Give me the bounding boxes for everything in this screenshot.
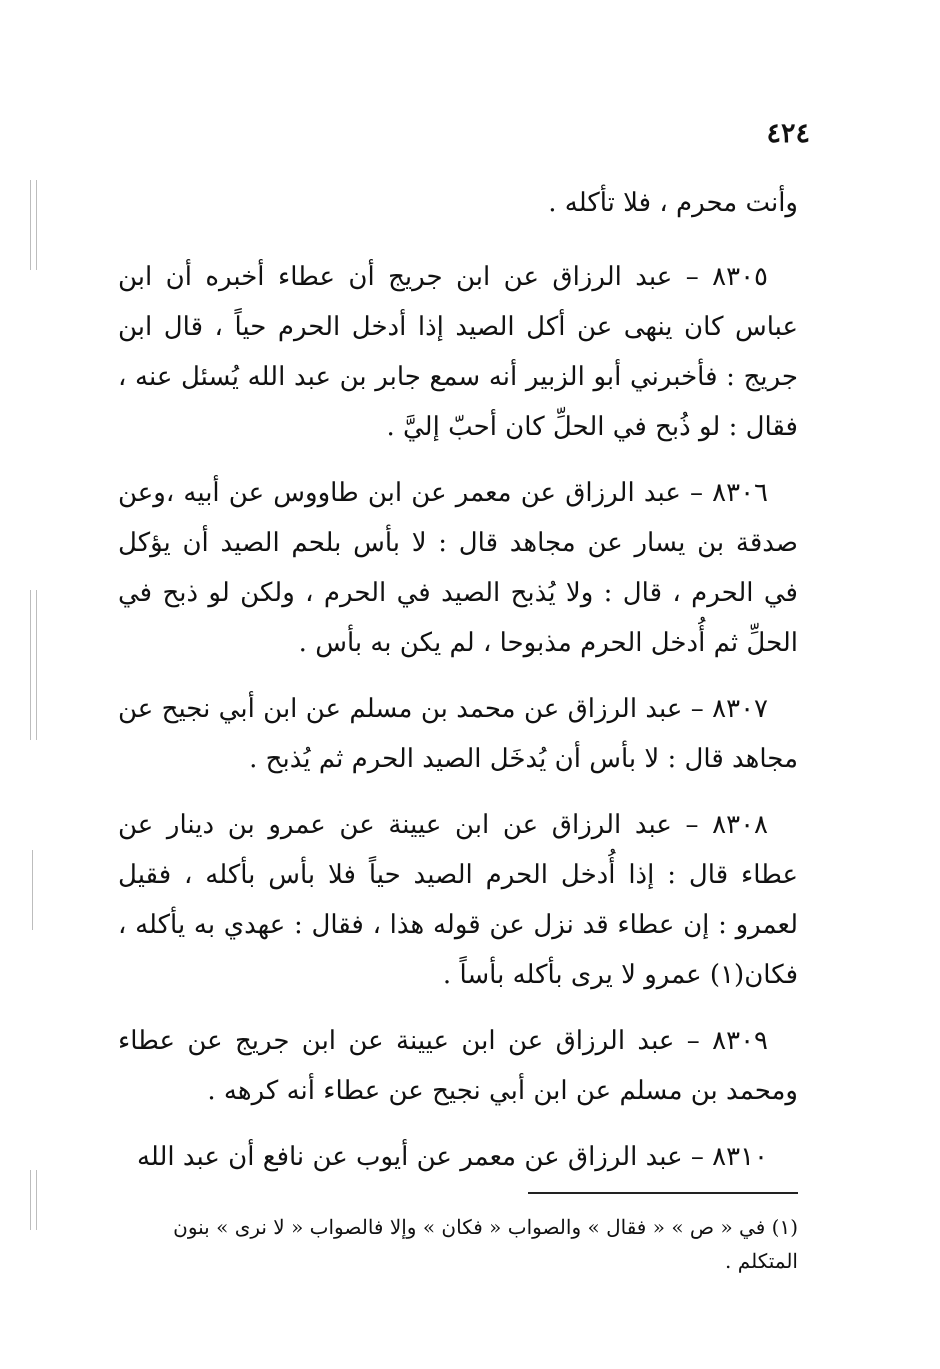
footnote-divider <box>528 1192 798 1194</box>
margin-scan-line-4 <box>36 590 37 740</box>
paragraph-8305 <box>118 252 798 452</box>
paragraph-0 <box>118 178 798 228</box>
paragraph-text: ٨٣٠٥ – عبد الرزاق عن ابن جريج أن عطاء أخبره أن ابن عباس كان ينهى عن أكل الصيد إذا أدخل الحرم حياً ، قال ابن جريج : فأخبرني أبو الزبير أنه سمع جابر بن عبد الله يُسئل عنه ، فقال : لو ذُبح في الحلِّ كان أحبّ إليَّ . <box>118 262 798 442</box>
margin-scan-line-2 <box>36 180 37 270</box>
margin-scan-line-7 <box>36 1170 37 1230</box>
margin-scan-line-5 <box>32 850 33 930</box>
paragraph-text: ٨٣٠٧ – عبد الرزاق عن محمد بن مسلم عن ابن أبي نجيح عن مجاهد قال : لا بأس أن يُدخَل الصيد الحرم ثم يُذبح . <box>118 694 798 774</box>
paragraph-text: ٨٣١٠ – عبد الرزاق عن معمر عن أيوب عن نافع أن عبد الله <box>136 1142 768 1172</box>
paragraph-8307 <box>118 684 798 784</box>
page-number: ٤٢٤ <box>766 118 810 149</box>
paragraph-8308 <box>118 800 798 1000</box>
paragraph-text: ٨٣٠٨ – عبد الرزاق عن ابن عيينة عن عمرو بن دينار عن عطاء قال : إذا أُدخل الحرم الصيد حياً فلا بأس بأكله ، فقيل لعمرو : إن عطاء قد نزل عن قوله هذا ، فقال : عهدي به يأكله ، فكان(١) عمرو لا يرى بأكله بأساً . <box>118 810 798 990</box>
paragraph-text: ٨٣٠٩ – عبد الرزاق عن ابن عيينة عن ابن جريج عن عطاء ومحمد بن مسلم عن ابن أبي نجيح عن عطاء أنه كرهه . <box>118 1026 798 1106</box>
paragraph-8310 <box>118 1132 798 1182</box>
paragraph-8306 <box>118 468 798 668</box>
margin-scan-line-6 <box>30 1170 31 1230</box>
margin-scan-line-3 <box>30 590 31 740</box>
margin-scan-line-1 <box>30 180 31 270</box>
footnote: (١) في « ص » « فقال » والصواب « فكان » وإلا فالصواب « لا نرى » بنون المتكلم . <box>173 1215 798 1273</box>
paragraph-text: وأنت محرم ، فلا تأكله . <box>548 188 798 218</box>
paragraph-8309 <box>118 1016 798 1116</box>
paragraph-text: ٨٣٠٦ – عبد الرزاق عن معمر عن ابن طاووس عن أبيه ،وعن صدقة بن يسار عن مجاهد قال : لا بأس بلحم الصيد أن يؤكل في الحرم ، قال : ولا يُذبح الصيد في الحرم ، ولكن لو ذبح في الحلِّ ثم أُدخل الحرم مذبوحا ، لم يكن به بأس . <box>118 478 798 658</box>
